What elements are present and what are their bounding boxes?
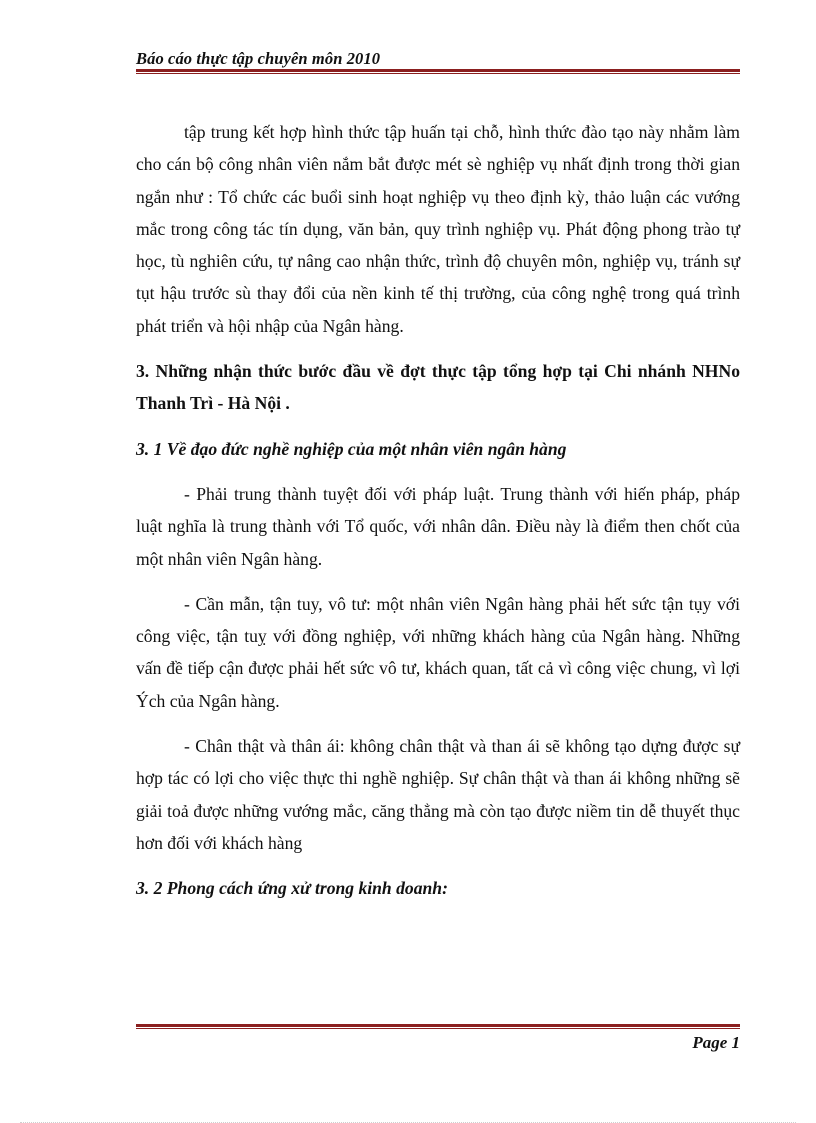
footer-divider: [136, 1024, 740, 1030]
paragraph-diligence: - Cần mẫn, tận tuy, vô tư: một nhân viên Ngân hàng phải hết sức tận tụy với công việc, tận tuỵ với đồng nghiệp, với những khách hàng của Ngân hàng. Những vấn đề tiếp cận được phải hết sức vô tư, khách quan, tất cả vì công việc chung, vì lợi Ých của Ngân hàng.: [136, 593, 740, 711]
document-body: [136, 116, 740, 918]
section-heading: 3. Những nhận thức bước đầu về đợt thực tập tổng hợp tại Chi nhánh NHNo Thanh Trì - Hà Nội .: [136, 361, 740, 414]
paragraph-honesty: - Chân thật và thân ái: không chân thật và than ái sẽ không tạo dựng được sự hợp tác có lợi cho việc thực thi nghề nghiệp. Sự chân thật và than ái không những sẽ giải toả được những vướng mắc, căng thẳng mà còn tạo được niềm tin dễ thuyết thục hơn đối với khách hàng: [136, 736, 740, 853]
header-divider: [136, 69, 740, 75]
document-header-title: Báo cáo thực tập chuyên môn 2010: [136, 49, 381, 68]
header-divider-thin-line: [136, 73, 740, 74]
page-number: Page 1: [692, 1033, 740, 1052]
footer-divider-thin-line: [136, 1028, 740, 1029]
paragraph-loyalty: - Phải trung thành tuyệt đối với pháp luật. Trung thành với hiến pháp, pháp luật nghĩa là trung thành với Tổ quốc, với nhân dân. Điều này là điểm then chốt của một nhân viên Ngân hàng.: [136, 483, 740, 569]
subsection-heading-ethics: 3. 1 Về đạo đức nghề nghiệp của một nhân viên ngân hàng: [136, 438, 567, 459]
subsection-heading-conduct: 3. 2 Phong cách ứng xử trong kinh doanh:: [136, 878, 448, 899]
continuation-paragraph: tập trung kết hợp hình thức tập huấn tại chỗ, hình thức đào tạo này nhằm làm cho cán bộ công nhân viên nắm bắt được mét sè nghiệp vụ nhất định trong thời gian ngắn như : Tổ chức các buổi sinh hoạt nghiệp vụ theo định kỳ, thảo luận các vướng mắc trong công tác tín dụng, văn bản, quy trình nghiệp vụ. Phát động phong trào tự học, tù nghiên cứu, tự nâng cao nhận thức, trình độ chuyên môn, nghiệp vụ, tránh sự tụt hậu trước sù thay đổi của nền kinh tế thị trường, của công nghệ trong quá trình phát triển và hội nhập của Ngân hàng.: [136, 122, 740, 336]
